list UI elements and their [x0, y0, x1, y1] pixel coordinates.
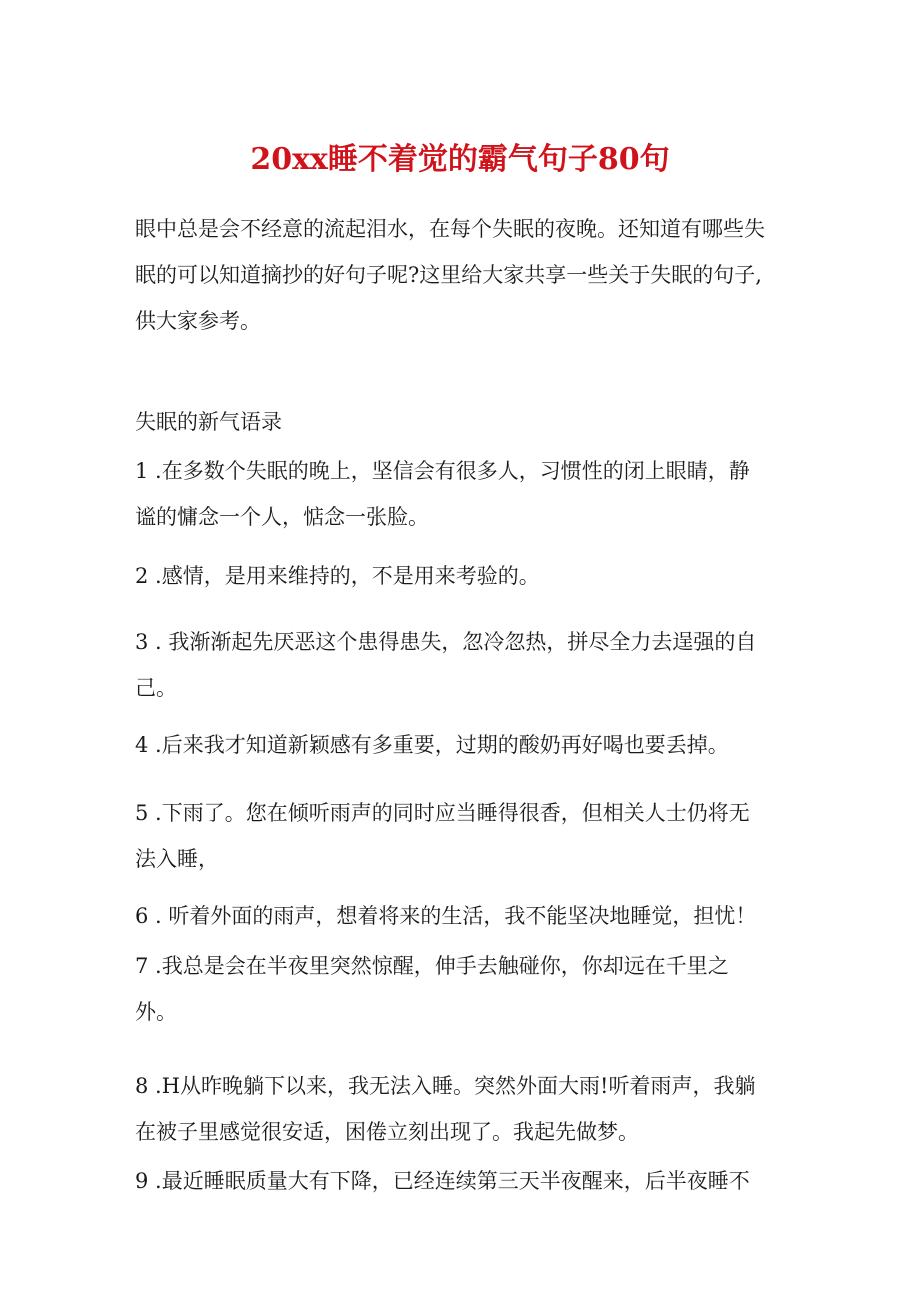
list-item-7 [135, 943, 795, 1035]
list-item-6 [135, 893, 795, 939]
list-item-line: 9 .最近睡眠质量大有下降，已经连续第三天半夜醒来，后半夜睡不 [135, 1169, 750, 1193]
intro-line: 眼中总是会不经意的流起泪水，在每个失眠的夜晚。还知道有哪些失 [135, 217, 765, 241]
list-item-line: 谧的慵念一个人，惦念一张脸。 [135, 505, 429, 529]
intro-line: 眠的可以知道摘抄的好句子呢?这里给大家共享一些关于失眠的句子, [135, 263, 762, 287]
list-item-line: 己。 [135, 676, 177, 700]
list-item-line: 7 .我总是会在半夜里突然惊醒，伸手去触碰你，你却远在千里之 [135, 954, 729, 978]
list-item-line: 2 .感情，是用来维持的，不是用来考验的。 [135, 564, 540, 588]
intro-line: 供大家参考。 [135, 309, 261, 333]
list-item-line: 1 .在多数个失眠的晚上，坚信会有很多人，习惯性的闭上眼睛，静 [135, 459, 750, 483]
intro-paragraph [135, 206, 795, 344]
list-item-1 [135, 448, 795, 540]
list-item-3 [135, 619, 795, 711]
list-item-line: 在被子里感觉很安适，困倦立刻出现了。我起先做梦。 [135, 1120, 639, 1144]
document-title: 20xx睡不着觉的霸气句子80句 [250, 142, 670, 177]
list-item-2 [135, 553, 795, 599]
list-item-4 [135, 722, 795, 768]
list-item-8 [135, 1063, 795, 1155]
list-item-line: 8 .H从昨晚躺下以来，我无法入睡。突然外面大雨!听着雨声，我躺 [135, 1074, 756, 1098]
list-item-5 [135, 790, 795, 882]
list-item-line: 4 .后来我才知道新颖感有多重要，过期的酸奶再好喝也要丢掉。 [135, 733, 729, 757]
list-item-line: 6 . 听着外面的雨声，想着将来的生活，我不能坚决地睡觉，担忧！ [135, 904, 757, 928]
list-item-line: 3 . 我渐渐起先厌恶这个患得患失，忽冷忽热，拼尽全力去逞强的自 [135, 630, 757, 654]
list-item-line: 5 .下雨了。您在倾听雨声的同时应当睡得很香，但相关人士仍将无 [135, 801, 750, 825]
list-item-line: 外。 [135, 1000, 177, 1024]
list-item-9 [135, 1158, 795, 1204]
list-item-line: 法入睡， [135, 847, 219, 871]
section-heading: 失眠的新气语录 [135, 410, 282, 434]
